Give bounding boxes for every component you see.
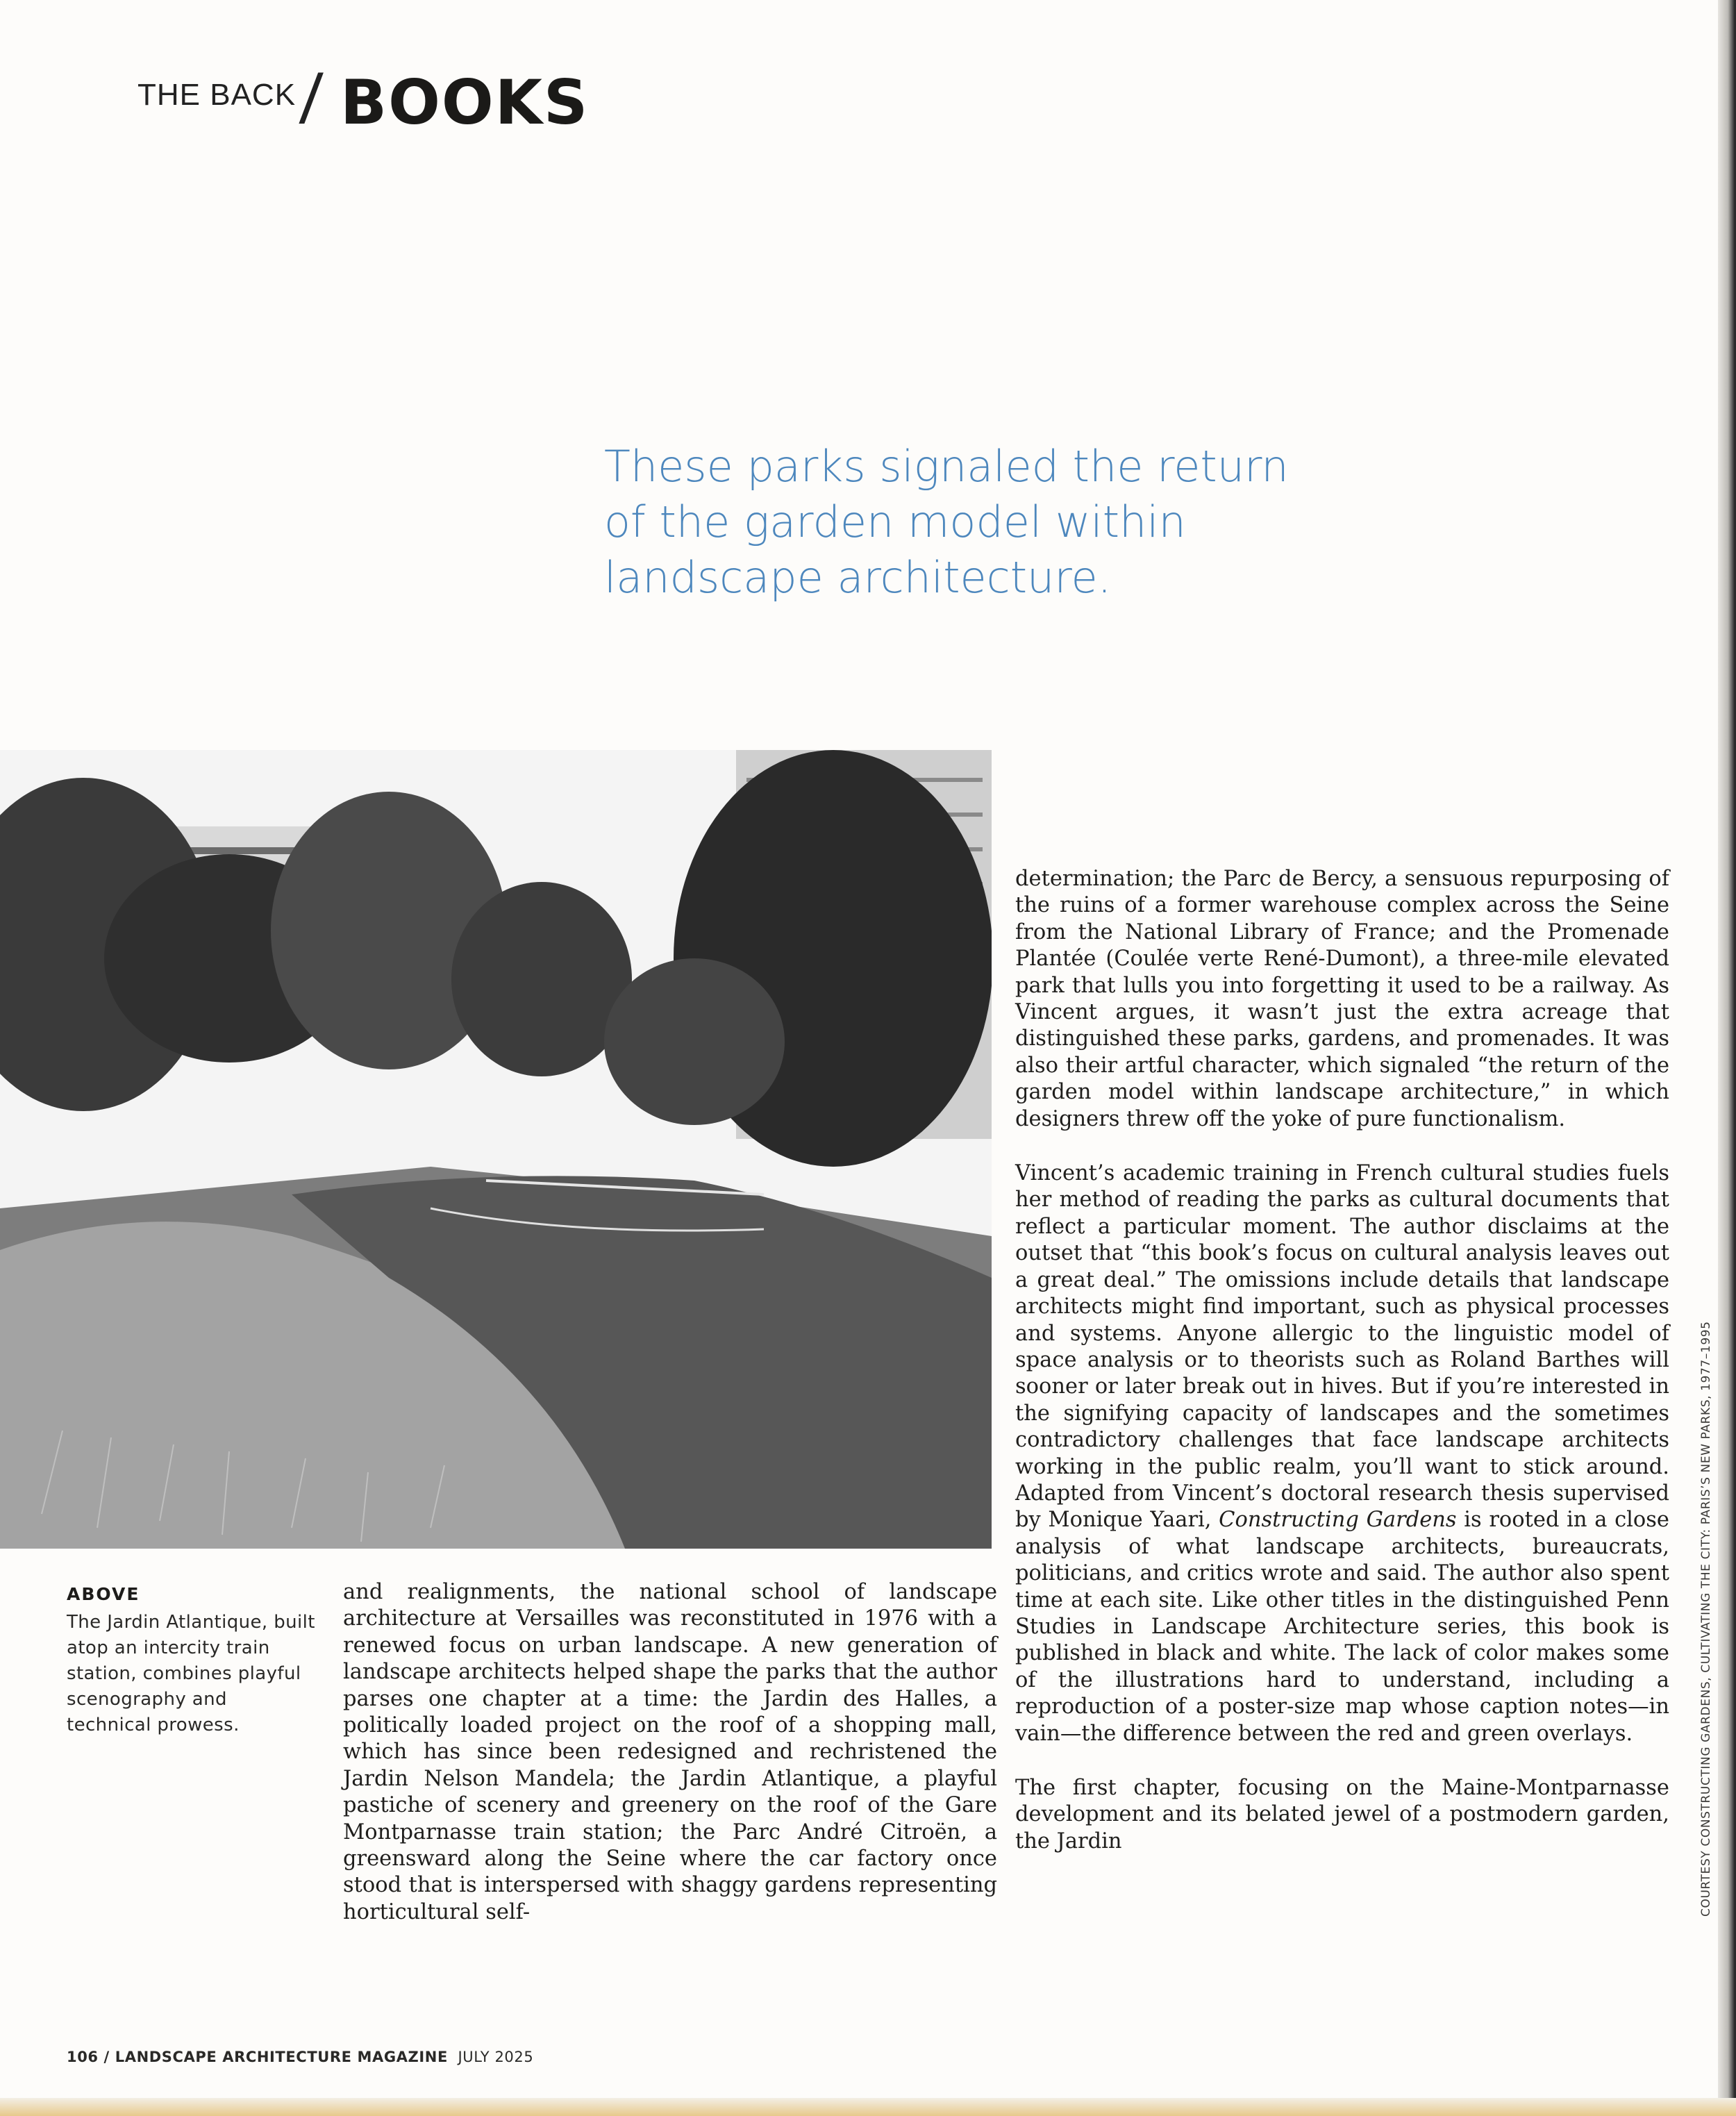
pull-quote-line: landscape architecture. — [604, 552, 1112, 603]
issue-date: JULY 2025 — [458, 2049, 534, 2065]
body-paragraph: determination; the Parc de Bercy, a sensuous repurposing of the ruins of a former warehouse complex across the Seine from the National Library of France; and the Promenade Plantée (Coulée verte René-Dumont), a three-mile elevated park that lulls you into forgetting it used to be a railway. As Vincent argues, it wasn’t just the extra acreage that distinguished these parks, gardens, and promenades. It was also their artful character, which signaled “the return of the garden model within landscape architecture,” in which designers threw off the yoke of pure functionalism. — [1015, 867, 1669, 1131]
section-title: BOOKS — [340, 67, 590, 138]
body-paragraph: The first chapter, focusing on the Maine-Montparnasse development and its belated jewel of a postmodern garden, the Jardin — [1015, 1776, 1669, 1853]
body-paragraph: and realignments, the national school of landscape architecture at Versailles was reconstituted in 1976 with a renewed focus on urban landscape. A new generation of landscape architects helped shape the parks that the author parses one chapter at a time: the Jardin des Halles, a politically loaded project on the roof of a shopping mall, which has since been redesigned and rechristened the Jardin Nelson Mandela; the Jardin Atlantique, a playful pastiche of scenery and greenery on the roof of the Gare Montparnasse train station; the Parc André Citroën, a greensward along the Seine where the car factory once stood that is interspersed with shaggy gardens representing horticultural self- — [343, 1580, 997, 1924]
caption-label: ABOVE — [67, 1584, 140, 1604]
magazine-name: LANDSCAPE ARCHITECTURE MAGAZINE — [115, 2049, 448, 2065]
photo-jardin-atlantique — [0, 750, 992, 1549]
body-text: is rooted in a close analysis of what landscape architects, bureaucrats, politicians, and critics wrote and said. The author also spent time at each site. Like other titles in the distinguished Penn Studies in Landscape Architecture series, this book is published in black and white. The lack of color makes some of the illustrations hard to understand, including a reproduction of a poster-size map whose caption notes—in vain—the difference between the red and green overlays. — [1015, 1508, 1669, 1746]
page-edge-shadow — [1718, 0, 1736, 2116]
section-label: THE BACK — [137, 78, 297, 112]
caption-text: The Jardin Atlantique, built atop an intercity train station, combines playful scenography and technical prowess. — [67, 1612, 315, 1735]
page-footer — [67, 2049, 533, 2065]
page-number: 106 — [67, 2049, 99, 2065]
photo-credit: COURTESY CONSTRUCTING GARDENS, CULTIVATING THE CITY: PARIS’S NEW PARKS, 1977–1995 — [1699, 1321, 1713, 1917]
book-title: Constructing Gardens — [1219, 1508, 1457, 1533]
pull-quote-line: These parks signaled the return — [604, 441, 1289, 492]
body-column-right — [1015, 866, 1669, 1855]
pull-quote-line: of the garden model within — [604, 497, 1186, 547]
page-bottom-edge — [0, 2098, 1736, 2116]
body-text: Vincent’s academic training in French cultural studies fuels her method of reading the parks as cultural documents that reflect a particular moment. The author disclaims at the outset that “this book’s focus on cultural analysis leaves out a great deal.” The omissions include details that landscape architects might find important, such as physical processes and systems. Anyone allergic to the linguistic model of space analysis or to theorists such as Roland Barthes will sooner or later break out in hives. But if you’re interested in the signifying capacity of landscapes and the sometimes contradictory challenges that face landscape architects working in the public realm, you’ll want to stick around. Adapted from Vincent’s doctoral research thesis supervised by Monique Yaari, — [1015, 1161, 1669, 1533]
body-column-middle — [343, 1579, 997, 1926]
pull-quote — [604, 439, 1437, 606]
footer-separator: / — [98, 2049, 115, 2065]
body-paragraph — [1015, 1160, 1669, 1747]
section-slash: / — [297, 60, 325, 138]
